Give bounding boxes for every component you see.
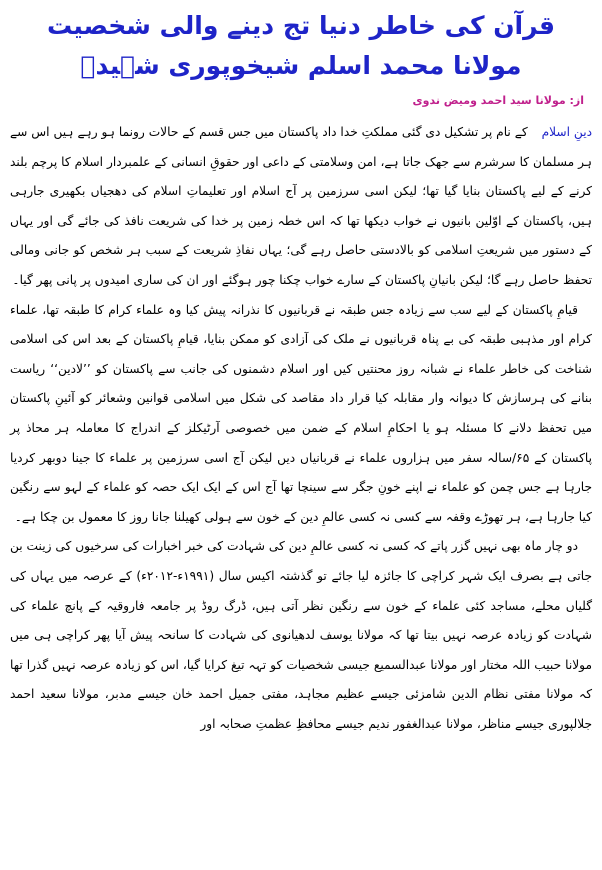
paragraph-1-text: کے نام پر تشکیل دی گئی مملکتِ خدا داد پاکستان میں جس قسم کے حالات رونما ہو رہے ہیں اس سے ہر مسلمان کا سرشرم سے جھک جاتا ہے، امن وسلامتی کے داعی اور حقوقِ انسانی کے علمبردار اسلام کا پرچم بلند کرنے کے لیے پاکستان بنایا گیا تھا؛ لیکن اسی سرزمین پر آج اسلام اور تعلیماتِ اسلام کی دھجیاں بکھیری جارہی ہیں، پاکستان کے اوّلین بانیوں نے خواب دیکھا تھا کہ اس خطہ زمین پر خدا کی شریعت نافذ کی جائے گی اور یہاں کے دستور میں شریعتِ اسلامی کو بالادستی حاصل رہے گی؛ یہاں نفاذِ شریعت کے سبب ہر شخص کو جانی ومالی تحفظ حاصل رہے گا؛ لیکن بانیانِ پاکستان کے سارے خواب چکنا چور ہوگئے اور ان کی ساری امیدوں پر پانی پھر گیا۔	[10, 125, 592, 287]
paragraph-1	[10, 118, 592, 296]
lead-word: دینِ اسلام	[541, 125, 593, 139]
article-title-line-1: قرآن کی خاطر دنیا تج دینے والی شخصیت	[46, 11, 556, 40]
paragraph-3: دو چار ماہ بھی نہیں گزر پاتے کہ کسی نہ کسی عالمِ دین کی شہادت کی خبر اخبارات کی سرخیوں کی زینت بن جاتی ہے بصرف ایک شہر کراچی کا جائزہ لیا جائے تو گذشتہ اکیس سال (۱۹۹۱ء-۲۰۱۲ء) کے عرصہ میں یہاں کی گلیاں محلے، مساجد کئی علماء کے خون سے رنگین نظر آتی ہیں، ڈرگ روڈ پر جامعہ فاروقیہ کے پانچ علماء کی شہادت کو زیادہ عرصہ نہیں بیتا تھا کہ مولانا یوسف لدھیانوی کی شہادت کا سانحہ پیش آیا پھر کراچی ہی میں مولانا حبیب اللہ مختار اور مولانا عبدالسمیع جیسی شخصیات کو تہہ تیغ کرایا گیا، اس کو زیادہ عرصہ نہیں گذرا تھا کہ مولانا مفتی نظام الدین شامزئی جیسے عظیم مجاہد، مفتی جمیل احمد خان جیسے مدبر، مولانا سعید احمد جلالپوری جیسے مناظر، مولانا عبدالغفور ندیم جیسے محافظِ عظمتِ صحابہ اور	[10, 539, 592, 731]
article-title-line-2: مولانا محمد اسلم شیخوپوری شہیدؒ	[80, 51, 522, 80]
author-byline: از: مولانا سید احمد ومیض ندوی	[412, 94, 584, 107]
paragraph-2: قیامِ پاکستان کے لیے سب سے زیادہ جس طبقہ نے قربانیوں کا نذرانہ پیش کیا وہ علماء کرام کا طبقہ تھا، علماء کرام اور مذہبی طبقہ کی بے پناہ قربانیوں نے ملک کی آزادی کو ممکن بنایا، قیامِ پاکستان کے بعد اس کی اسلامی شناخت کی خاطر علماء نے شبانہ روز محنتیں کیں اور اسلام دشمنوں کی جانب سے پاکستان کو ’’لادین‘‘ ریاست بنانے کی ہرسازش کا دیوانہ وار مقابلہ کیا قرار داد مقاصد کی شکل میں اسلامی قوانین وشعائر کو آئینِ پاکستان میں تحفظ دلانے کا مسئلہ ہو یا احکامِ اسلام کے ضمن میں خصوصی آرٹیکلز کے اندراج کا معاملہ ہر محاذ پر پاکستان کے ۶۵/سالہ سفر میں ہزاروں علماء نے قربانیاں دیں لیکن آج اسی سرزمین پر علماء کا جینا دوبھر کردیا جارہا ہے جس چمن کو علماء نے اپنے خونِ جگر سے سینچا تھا آج اس کے ایک ایک حصہ کو علماء کے لہو سے رنگین کیا جارہا ہے، ہر تھوڑے وقفہ سے کسی نہ کسی عالمِ دین کے خون سے ہولی کھیلنا جانا روز کا معمول بن چکا ہے۔	[10, 302, 592, 524]
article-body	[10, 118, 592, 739]
